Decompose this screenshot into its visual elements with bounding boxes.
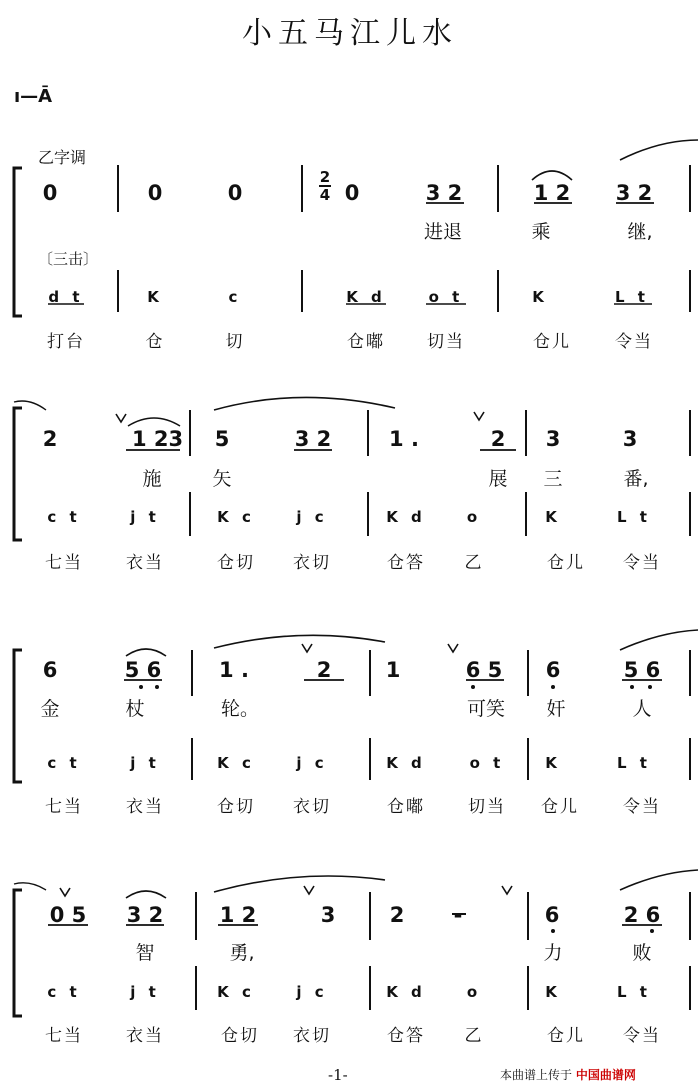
percussion-syllable: 七当 bbox=[45, 797, 83, 817]
note: 3 2 bbox=[425, 181, 463, 205]
note: 6 bbox=[544, 903, 560, 927]
lyric: 金 bbox=[40, 698, 60, 720]
percussion-syllable: 仓切 bbox=[217, 797, 255, 817]
note: 2 6 bbox=[623, 903, 661, 927]
percussion-symbol: c bbox=[228, 288, 242, 306]
percussion-symbol: L t bbox=[617, 754, 651, 772]
percussion-syllable: 仓切 bbox=[217, 553, 255, 573]
percussion-syllable: 七当 bbox=[45, 1026, 83, 1046]
percussion-symbol: K bbox=[532, 288, 548, 306]
note: 2 bbox=[490, 427, 506, 451]
percussion-syllable: 令当 bbox=[623, 553, 661, 573]
percussion-symbol: o bbox=[466, 508, 482, 526]
percussion-syllable: 衣切 bbox=[293, 1026, 331, 1046]
percussion-syllable: 衣切 bbox=[293, 797, 331, 817]
note: 3 bbox=[320, 903, 336, 927]
lyric: 奸 bbox=[546, 698, 566, 720]
percussion-symbol: L t bbox=[615, 288, 649, 306]
lyric: 轮。 bbox=[220, 698, 260, 720]
lyric: 力 bbox=[543, 942, 563, 964]
note: 0 bbox=[227, 181, 243, 205]
percussion-symbol: j c bbox=[296, 754, 328, 772]
percussion-syllable: 衣当 bbox=[126, 553, 164, 573]
note: 1 bbox=[385, 658, 401, 682]
lyric: 展 bbox=[488, 468, 508, 490]
percussion-symbol: j t bbox=[130, 508, 160, 526]
lyric: 施 bbox=[142, 468, 162, 490]
note: 2 bbox=[316, 658, 332, 682]
note: 3 2 bbox=[615, 181, 653, 205]
percussion-syllable: 仓儿 bbox=[547, 553, 585, 573]
percussion-syllable: 切当 bbox=[427, 332, 465, 352]
lyric: 人 bbox=[632, 698, 652, 720]
lyric: 乘 bbox=[531, 221, 551, 243]
percussion-syllable: 仓嘟 bbox=[347, 332, 385, 352]
percussion-symbol: o t bbox=[428, 288, 464, 306]
section-mark: ı—Ā bbox=[14, 86, 53, 107]
note: 0 bbox=[344, 181, 360, 205]
percussion-symbol: L t bbox=[617, 508, 651, 526]
percussion-symbol: c t bbox=[47, 754, 81, 772]
note: 5 6 bbox=[124, 658, 162, 682]
lyric: 败 bbox=[632, 942, 652, 964]
percussion-symbol: K bbox=[545, 754, 561, 772]
percussion-syllable: 切 bbox=[225, 332, 245, 352]
note: 3 2 bbox=[126, 903, 164, 927]
note: 0 bbox=[147, 181, 163, 205]
lyric: 继, bbox=[627, 221, 653, 243]
footer-watermark bbox=[500, 1066, 636, 1083]
percussion-symbol: K c bbox=[217, 754, 255, 772]
note: 6 bbox=[545, 658, 561, 682]
percussion-symbol: K d bbox=[386, 983, 426, 1001]
percussion-label: 〔三击〕 bbox=[38, 250, 99, 268]
percussion-syllable: 令当 bbox=[623, 797, 661, 817]
note: 0 bbox=[42, 181, 58, 205]
percussion-syllable: 仓答 bbox=[387, 1026, 425, 1046]
percussion-symbol: j c bbox=[296, 983, 328, 1001]
note: 1 . bbox=[219, 658, 249, 682]
percussion-syllable: 衣当 bbox=[126, 797, 164, 817]
note: 6 5 bbox=[465, 658, 503, 682]
percussion-syllable: 切当 bbox=[468, 797, 506, 817]
time-signature-bottom: 4 bbox=[319, 186, 331, 204]
note: - bbox=[453, 903, 463, 927]
percussion-syllable: 打台 bbox=[47, 332, 85, 352]
percussion-symbol: c t bbox=[47, 508, 81, 526]
note: 5 bbox=[214, 427, 230, 451]
footer-text: 本曲谱上传于 bbox=[500, 1068, 573, 1082]
note: 5 6 bbox=[623, 658, 661, 682]
percussion-symbol: o t bbox=[469, 754, 505, 772]
percussion-symbol: o bbox=[466, 983, 482, 1001]
lyric: 勇, bbox=[229, 942, 255, 964]
note: 3 2 bbox=[294, 427, 332, 451]
lyric: 三 bbox=[543, 468, 563, 490]
percussion-symbol: K c bbox=[217, 983, 255, 1001]
percussion-symbol: K d bbox=[386, 754, 426, 772]
percussion-syllable: 仓 bbox=[145, 332, 165, 352]
time-signature-top: 2 bbox=[319, 168, 331, 186]
percussion-symbol: d t bbox=[48, 288, 84, 306]
lyric: 进退 bbox=[423, 221, 463, 243]
percussion-symbol: j t bbox=[130, 983, 160, 1001]
note: 0 5 bbox=[49, 903, 87, 927]
percussion-symbol: K bbox=[545, 508, 561, 526]
note: 2 bbox=[389, 903, 405, 927]
percussion-syllable: 衣当 bbox=[126, 1026, 164, 1046]
percussion-syllable: 令当 bbox=[615, 332, 653, 352]
percussion-syllable: 仓嘟 bbox=[387, 797, 425, 817]
percussion-syllable: 令当 bbox=[623, 1026, 661, 1046]
page-number: -1- bbox=[328, 1066, 348, 1084]
lyric: 杖 bbox=[125, 698, 145, 720]
percussion-symbol: K bbox=[545, 983, 561, 1001]
percussion-syllable: 衣切 bbox=[293, 553, 331, 573]
percussion-syllable: 七当 bbox=[45, 553, 83, 573]
lyric: 可笑 bbox=[466, 698, 506, 720]
note: 1 23 bbox=[132, 427, 184, 451]
lyric: 智 bbox=[135, 942, 155, 964]
percussion-symbol: K bbox=[147, 288, 163, 306]
percussion-syllable: 仓答 bbox=[387, 553, 425, 573]
percussion-syllable: 仓儿 bbox=[547, 1026, 585, 1046]
lyric: 矢 bbox=[212, 468, 232, 490]
percussion-symbol: K c bbox=[217, 508, 255, 526]
percussion-symbol: L t bbox=[617, 983, 651, 1001]
percussion-symbol: K d bbox=[386, 508, 426, 526]
key-label: 乙字调 bbox=[38, 148, 87, 167]
percussion-symbol: c t bbox=[47, 983, 81, 1001]
lyric: 番, bbox=[623, 468, 649, 490]
note: 3 bbox=[545, 427, 561, 451]
note: 1 . bbox=[389, 427, 419, 451]
percussion-syllable: 仓切 bbox=[221, 1026, 259, 1046]
note: 1 2 bbox=[533, 181, 571, 205]
percussion-syllable: 乙 bbox=[464, 1026, 484, 1046]
percussion-symbol: j t bbox=[130, 754, 160, 772]
note: 1 2 bbox=[219, 903, 257, 927]
percussion-symbol: K d bbox=[346, 288, 386, 306]
percussion-syllable: 乙 bbox=[464, 553, 484, 573]
note: 2 bbox=[42, 427, 58, 451]
note: 6 bbox=[42, 658, 58, 682]
note: 3 bbox=[622, 427, 638, 451]
percussion-symbol: j c bbox=[296, 508, 328, 526]
page-title: 小五马江儿水 bbox=[242, 16, 458, 51]
footer-brand: 中国曲谱网 bbox=[575, 1068, 636, 1082]
percussion-syllable: 仓儿 bbox=[541, 797, 579, 817]
percussion-syllable: 仓儿 bbox=[533, 332, 571, 352]
